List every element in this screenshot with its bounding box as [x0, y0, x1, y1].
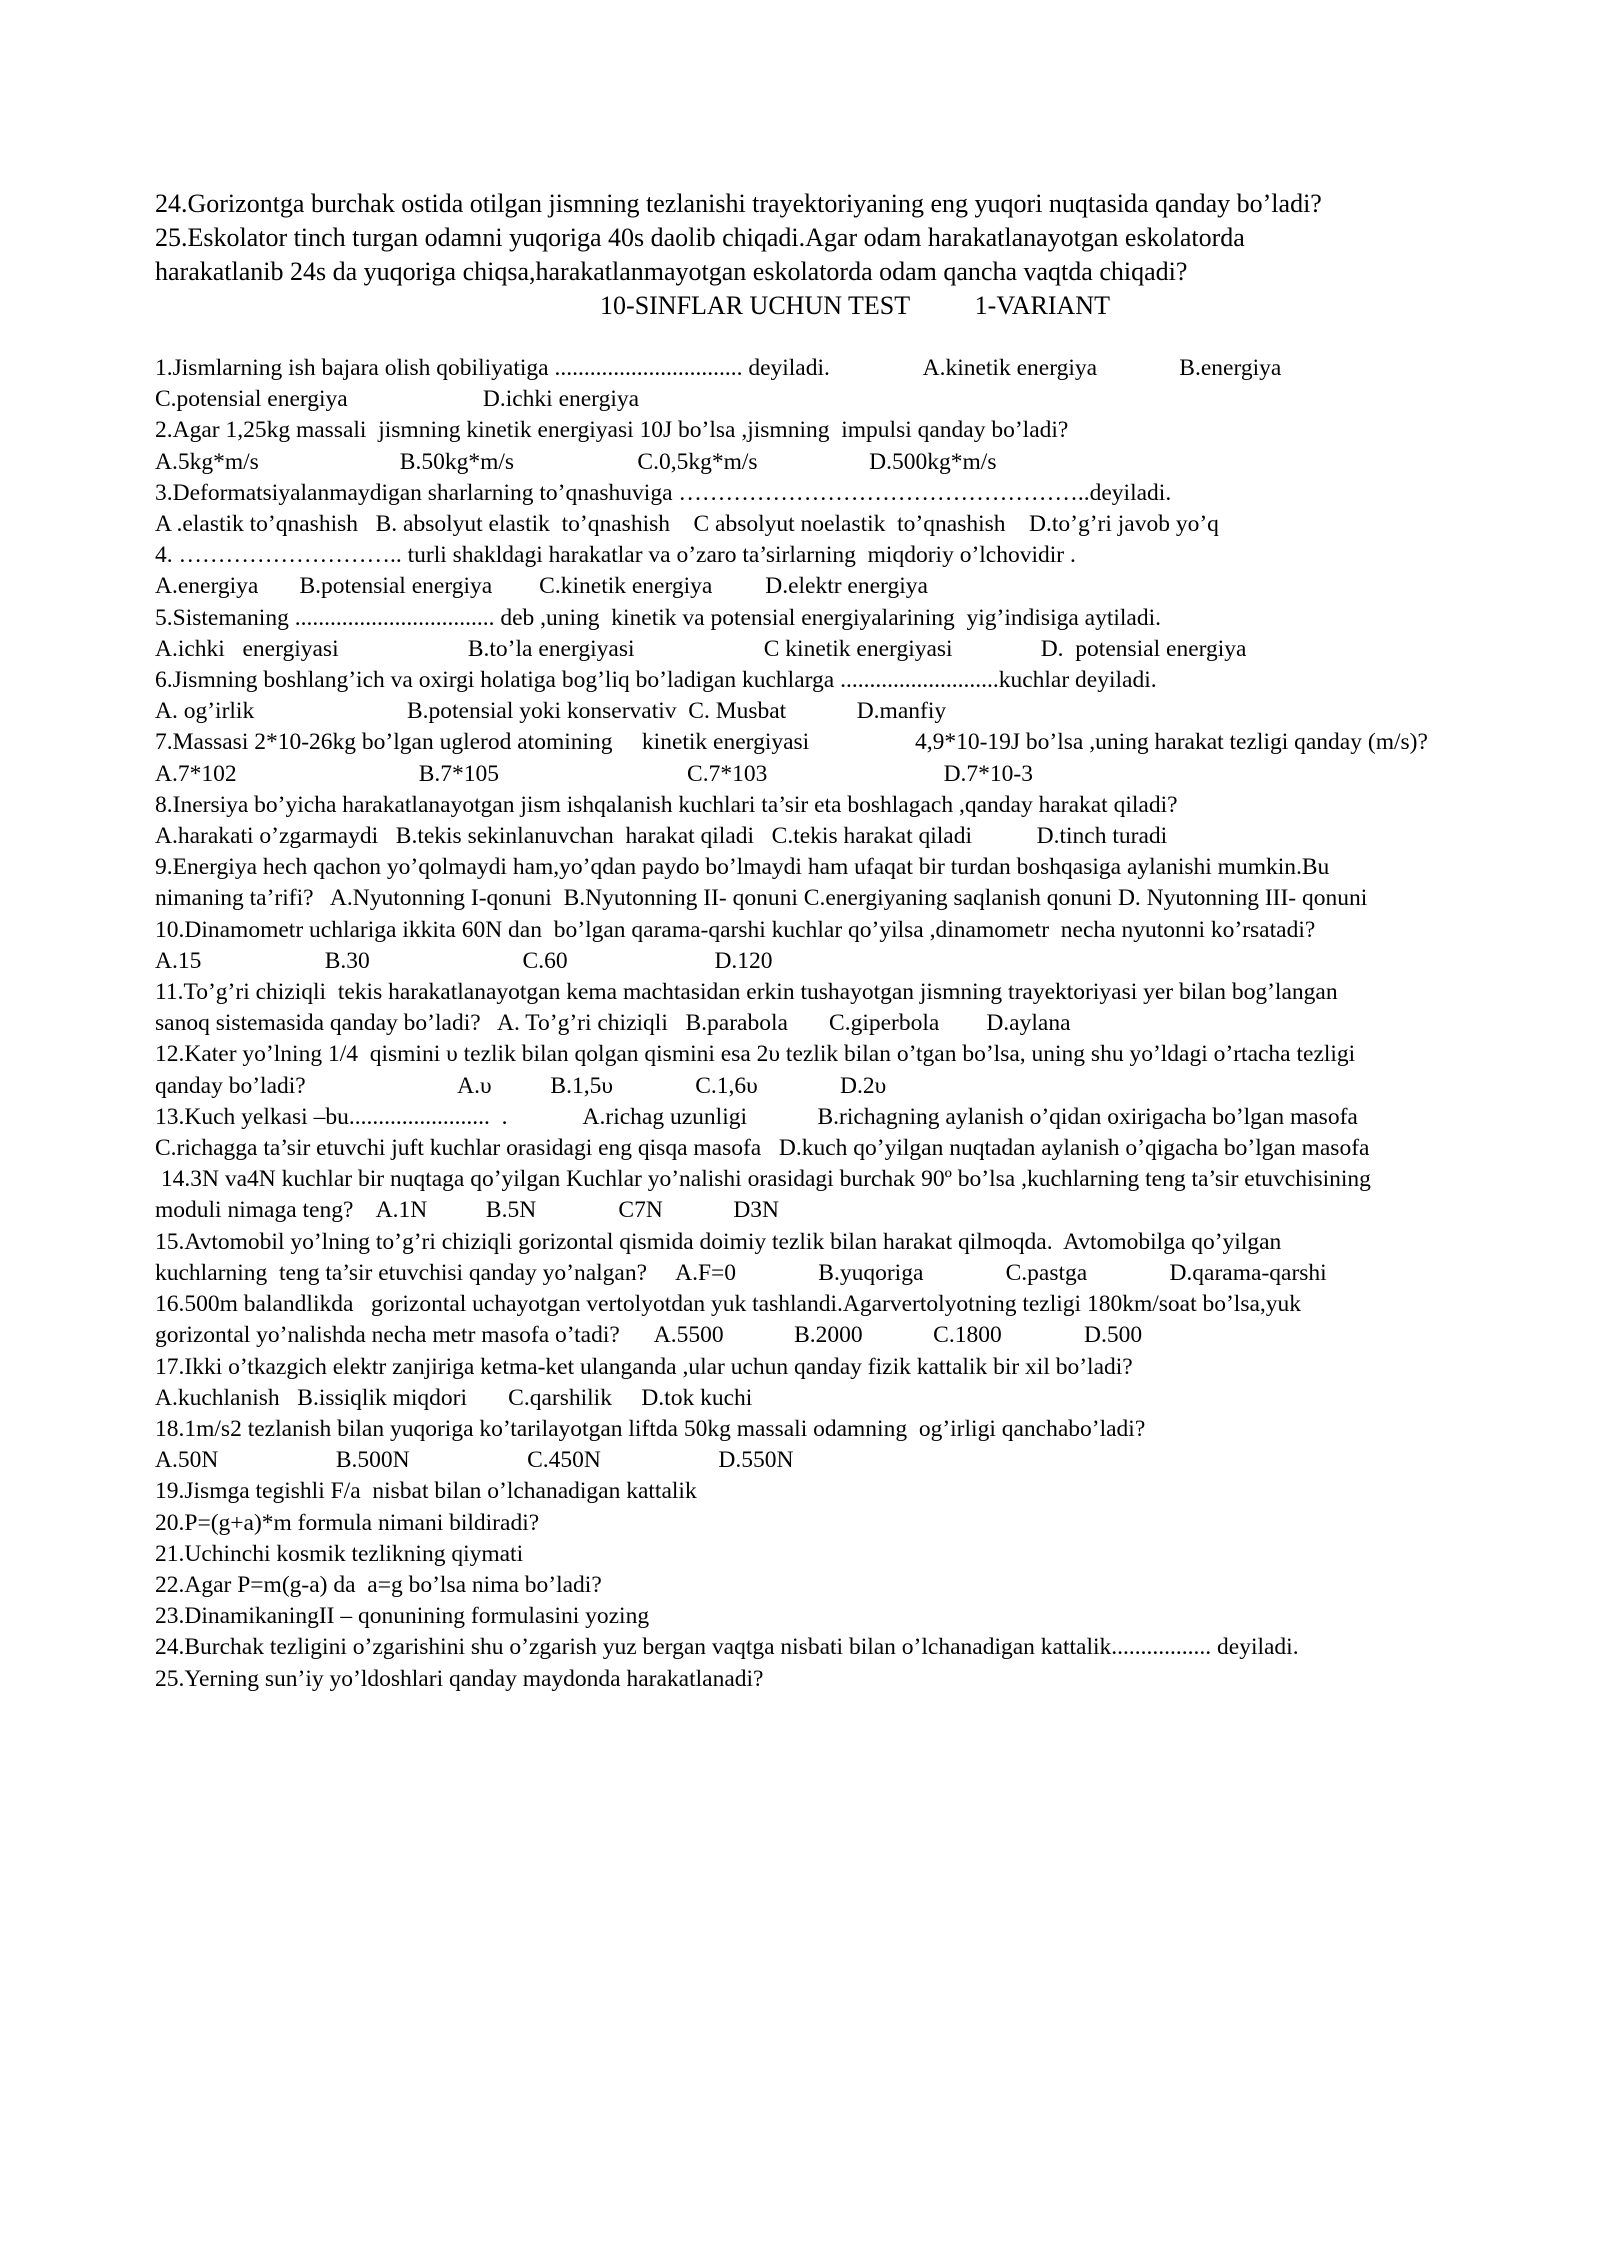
text-line: 5.Sistemaning .................................. deb ,uning kinetik va potensial energiyalarining yig’indisiga aytiladi.	[155, 604, 1162, 631]
question-25-prev-line-1: 25.Eskolator tinch turgan odamni yuqoriga 40s daolib chiqadi.Agar odam harakatlanayotgan eskolatorda	[155, 223, 1245, 252]
text-line: 19.Jismga tegishli F/a nisbat bilan o’lchanadigan kattalik	[155, 1478, 697, 1505]
text-line: A.energiya B.potensial energiya C.kinetik energiya D.elektr energiya	[155, 573, 928, 600]
text-line: 10.Dinamometr uchlariga ikkita 60N dan bo’lgan qarama-qarshi kuchlar qo’yilsa ,dinamometr necha nyutonni ko’rsatadi?	[155, 916, 1316, 943]
text-line: A.ichki energiyasi B.to’la energiyasi C kinetik energiyasi D. potensial energiya	[155, 635, 1247, 662]
text-line: 11.To’g’ri chiziqli tekis harakatlanayotgan kema machtasidan erkin tushayotgan jismning trayektoriyasi yer bilan bog’langan	[155, 979, 1338, 1006]
text-line: A.harakati o’zgarmaydi B.tekis sekinlanuvchan harakat qiladi C.tekis harakat qiladi D.tinch turadi	[155, 823, 1168, 850]
text-line: 4. ……………………….. turli shakldagi harakatlar va o’zaro ta’sirlarning miqdoriy o’lchovidir .	[155, 542, 1076, 569]
text-line: qanday bo’ladi? A.υ B.1,5υ C.1,6υ D.2υ	[155, 1072, 887, 1099]
text-line: 9.Energiya hech qachon yo’qolmaydi ham,yo’qdan paydo bo’lmaydi ham ufaqat bir turdan boshqasiga aylanishi mumkin.Bu	[155, 854, 1330, 881]
text-line: 21.Uchinchi kosmik tezlikning qiymati	[155, 1540, 524, 1567]
question-25-prev-line-2: harakatlanib 24s da yuqoriga chiqsa,harakatlanmayotgan eskolatorda odam qancha vaqtda chiqadi?	[155, 257, 1188, 286]
text-line: 8.Inersiya bo’yicha harakatlanayotgan jism ishqalanish kuchlari ta’sir eta boshlagach ,qanday harakat qiladi?	[155, 791, 1178, 818]
text-line: 1.Jismlarning ish bajara olish qobiliyatiga ................................ deyiladi. A.kinetik energiya B.energiya	[155, 355, 1282, 381]
text-line: 14.3N va4N kuchlar bir nuqtaga qo’yilgan Kuchlar yo’nalishi orasidagi burchak 90º bo’lsa ,kuchlarning teng ta’sir etuvchisining	[155, 1166, 1371, 1193]
text-line: A.15 B.30 C.60 D.120	[155, 947, 773, 974]
document-page	[155, 187, 1555, 1695]
text-line: A.50N B.500N C.450N D.550N	[155, 1447, 794, 1474]
text-line: 24.Burchak tezligini o’zgarishini shu o’zgarish yuz bergan vaqtga nisbati bilan o’lchanadigan kattalik................. deyiladi.	[155, 1634, 1299, 1661]
text-line: 20.P=(g+a)*m formula nimani bildiradi?	[155, 1509, 540, 1536]
text-line: 22.Agar P=m(g-a) da a=g bo’lsa nima bo’ladi?	[155, 1571, 602, 1598]
spacer	[155, 323, 1555, 353]
test-title: 10-SINFLAR UCHUN TEST 1-VARIANT	[600, 291, 1110, 320]
text-line: sanoq sistemasida qanday bo’ladi? A. To’g’ri chiziqli B.parabola C.giperbola D.aylana	[155, 1010, 1071, 1037]
text-line: A .elastik to’qnashish B. absolyut elastik to’qnashish C absolyut noelastik to’qnashish D.to’g’ri javob yo’q	[155, 511, 1219, 538]
text-line: 7.Massasi 2*10-26kg bo’lgan uglerod atomining kinetik energiyasi 4,9*10-19J bo’lsa ,uning harakat tezligi qanday (m/s)?	[155, 729, 1428, 756]
text-line: nimaning ta’rifi? A.Nyutonning I-qonuni B.Nyutonning II- qonuni C.energiyaning saqlanish qonuni D. Nyutonning III- qonuni	[155, 885, 1368, 912]
text-line: 13.Kuch yelkasi –bu........................ . A.richag uzunligi B.richagning aylanish o’qidan oxirigacha bo’lgan masofa	[155, 1103, 1358, 1130]
text-line: 25.Yerning sun’iy yo’ldoshlari qanday maydonda harakatlanadi?	[155, 1665, 764, 1692]
question-24-prev: 24.Gorizontga burchak ostida otilgan jismning tezlanishi trayektoriyaning eng yuqori nuqtasida qanday bo’ladi?	[155, 189, 1322, 218]
text-line: A.7*102 B.7*105 C.7*103 D.7*10-3	[155, 760, 1033, 787]
text-line: kuchlarning teng ta’sir etuvchisi qanday yo’nalgan? A.F=0 B.yuqoriga C.pastga D.qarama-qarshi	[155, 1259, 1327, 1286]
text-line: 18.1m/s2 tezlanish bilan yuqoriga ko’tarilayotgan liftda 50kg massali odamning og’irligi qanchabo’ladi?	[155, 1415, 1146, 1442]
text-line: C.potensial energiya D.ichki energiya	[155, 386, 640, 413]
text-line: 6.Jismning boshlang’ich va oxirgi holatiga bog’liq bo’ladigan kuchlarga ...........................kuchlar deyiladi.	[155, 667, 1157, 694]
text-line: 23.DinamikaningII – qonunining formulasini yozing	[155, 1603, 650, 1630]
text-line: 15.Avtomobil yo’lning to’g’ri chiziqli gorizontal qismida doimiy tezlik bilan harakat qilmoqda. Avtomobilga qo’yilgan	[155, 1228, 1282, 1255]
text-line: moduli nimaga teng? A.1N B.5N C7N D3N	[155, 1197, 780, 1224]
text-line: gorizontal yo’nalishda necha metr masofa o’tadi? A.5500 B.2000 C.1800 D.500	[155, 1322, 1143, 1349]
text-line: 3.Deformatsiyalanmaydigan sharlarning to’qnashuviga ……………………………………………..deyiladi.	[155, 479, 1172, 506]
text-line: A.5kg*m/s B.50kg*m/s C.0,5kg*m/s D.500kg*m/s	[155, 448, 997, 475]
text-line: 12.Kater yo’lning 1/4 qismini υ tezlik bilan qolgan qismini esa 2υ tezlik bilan o’tgan bo’lsa, uning shu yo’ldagi o’rtacha tezligi	[155, 1041, 1356, 1068]
text-line: A. og’irlik B.potensial yoki konservativ C. Musbat D.manfiy	[155, 698, 947, 725]
text-line: 17.Ikki o’tkazgich elektr zanjiriga ketma-ket ulanganda ,ular uchun qanday fizik kattalik bir xil bo’ladi?	[155, 1353, 1133, 1380]
text-line: 2.Agar 1,25kg massali jismning kinetik energiyasi 10J bo’lsa ,jismning impulsi qanday bo’ladi?	[155, 417, 1069, 444]
text-line: 16.500m balandlikda gorizontal uchayotgan vertolyotdan yuk tashlandi.Agarvertolyotning tezligi 180km/soat bo’lsa,yuk	[155, 1291, 1302, 1318]
text-line: C.richagga ta’sir etuvchi juft kuchlar orasidagi eng qisqa masofa D.kuch qo’yilgan nuqtadan aylanish o’qigacha bo’lgan masofa	[155, 1135, 1370, 1162]
text-line: A.kuchlanish B.issiqlik miqdori C.qarshilik D.tok kuchi	[155, 1384, 753, 1411]
